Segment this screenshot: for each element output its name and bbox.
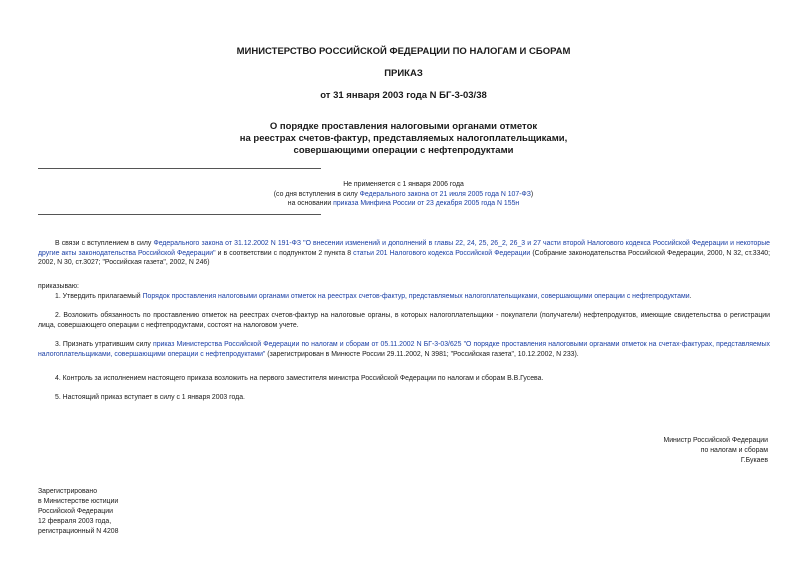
signature-line-2: по налогам и сборам [700, 447, 768, 454]
federal-law-191-link[interactable]: Федерального закона от 31.12.2002 N 191-ФЗ "О внесении изменений и дополнений в главы 22, 24, 25, 26_2, 26_3 и 27 части второй Налогового кодекса Российской Федерации и некоторые другие акты законодательства Российской Федерации" [38, 240, 771, 257]
signature-line-3: Г.Букаев [740, 457, 768, 464]
top-divider [38, 168, 321, 169]
bottom-divider [38, 214, 321, 215]
ministry-heading: МИНИСТЕРСТВО РОССИЙСКОЙ ФЕДЕРАЦИИ ПО НАЛОГАМ И СБОРАМ [236, 46, 571, 57]
document-title [0, 121, 807, 157]
federal-law-107-link[interactable]: Федерального закона от 21 июля 2005 года N 107-ФЗ [359, 190, 531, 198]
minfin-order-link[interactable]: приказа Минфина России от 23 декабря 2005 года N 155н [333, 200, 520, 207]
signature-block [663, 436, 768, 466]
intro-text: (Собрание законодательства Российской Федерации, 2000, N 32, ст.3340; 2002, N 30, ст.3027; "Российская газета", 2002, N 246) [38, 249, 771, 266]
registration-block [38, 487, 118, 537]
item-5: 5. Настоящий приказ вступает в силу с 1 января 2003 года. [55, 394, 245, 401]
item-4: 4. Контроль за исполнением настоящего приказа возложить на первого заместителя министра Российской Федерации по налогам и сборам В.В.Гусева. [55, 375, 544, 382]
document-type: ПРИКАЗ [384, 68, 423, 79]
tax-code-article-201-link[interactable]: статьи 201 Налогового кодекса Российской Федерации [353, 249, 531, 257]
item-text: (зарегистрирован в Минюсте России 29.11.2002, N 3981; "Российская газета", 10.12.2002, N 233). [265, 350, 579, 358]
registration-line-3: Российской Федерации [38, 508, 113, 515]
registration-line-4: 12 февраля 2003 года, [38, 518, 112, 525]
title-line-3: совершающими операции с нефтепродуктами [293, 145, 514, 156]
document-date-number: от 31 января 2003 года N БГ-3-03/38 [320, 90, 487, 101]
notice-text: на основании [287, 200, 334, 207]
item-2: 2. Возложить обязанность по проставлению отметок на реестрах счетов-фактур на налоговые органы, в которых налогоплательщики - покупатели (получатели) нефтепродуктов, имеющие свидетельства о регистрации лица, совершающего операции с нефтепродуктами, состоят на налоговом учете. [38, 312, 770, 329]
item-text: . [689, 293, 692, 300]
item-1 [38, 292, 770, 302]
order-625-link[interactable]: приказ Министерства Российской Федерации по налогам и сборам от 05.11.2002 N БГ-3-03/625 "О порядке проставления налоговыми органами отметок на счетах-фактурах, представляемых налогоплательщиками, совершающими операции с нефтепродуктами" [38, 341, 771, 358]
intro-paragraph [38, 239, 770, 268]
order-word: приказываю: [38, 283, 79, 290]
intro-text: и в соответствии с подпунктом 2 пункта 8 [215, 249, 354, 257]
registration-line-5: регистрационный N 4208 [38, 528, 119, 535]
notice-text: (со дня вступления в силу [273, 190, 360, 198]
item-text: 1. Утвердить прилагаемый [55, 293, 143, 300]
notice-line-3 [0, 199, 807, 209]
registration-line-2: в Министерстве юстиции [38, 498, 119, 505]
notice-line-1: Не применяется с 1 января 2006 года [343, 181, 464, 188]
validity-notice [0, 180, 807, 209]
item-3 [38, 340, 770, 359]
title-line-1: О порядке проставления налоговыми органами отметок [269, 121, 538, 132]
item-text: 3. Признать утратившим силу [55, 341, 153, 348]
title-line-2: на реестрах счетов-фактур, представляемых налогоплательщиками, [239, 133, 568, 144]
notice-line-2 [0, 190, 807, 200]
notice-text: ) [530, 190, 534, 198]
registration-line-1: Зарегистрировано [38, 488, 98, 495]
procedure-link[interactable]: Порядок проставления налоговыми органами отметок на реестрах счетов-фактур, представляемых налогоплательщиками, совершающими операции с нефтепродуктами [142, 293, 690, 300]
signature-line-1: Министр Российской Федерации [663, 437, 768, 444]
intro-text: В связи с вступлением в силу [55, 240, 154, 247]
